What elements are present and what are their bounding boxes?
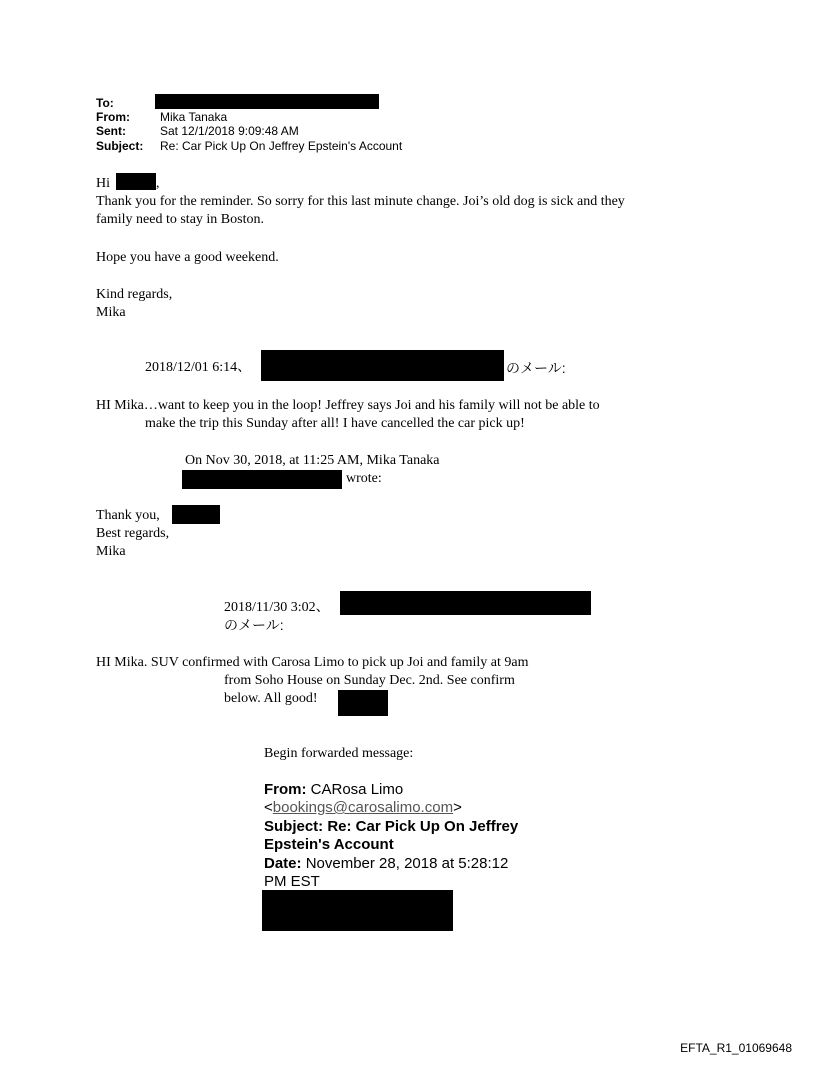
quote-date: 2018/11/30 3:02、: [224, 600, 330, 615]
forward-from-label: From:: [264, 781, 307, 798]
redaction-block: [155, 94, 379, 109]
forward-date-line2: PM EST: [264, 873, 320, 890]
forward-intro: Begin forwarded message:: [264, 746, 414, 761]
from-label: From:: [96, 110, 130, 124]
quote-date: 2018/12/01 6:14、: [145, 360, 252, 375]
email-link[interactable]: bookings@carosalimo.com: [272, 799, 454, 816]
forward-date-value: November 28, 2018 at 5:28:12: [305, 855, 509, 872]
forward-date-label: Date:: [264, 855, 302, 872]
forward-email: [264, 799, 462, 817]
quote-line: HI Mika…want to keep you in the loop! Jeffrey says Joi and his family will not be able to: [96, 398, 600, 413]
forward-from-value: CARosa Limo: [310, 781, 404, 798]
redaction-block: [261, 350, 504, 381]
sent-label: Sent:: [96, 124, 126, 138]
greeting: [96, 175, 110, 193]
quote-wrote: wrote:: [346, 471, 382, 486]
signature: Mika: [96, 305, 126, 320]
redaction-block: [182, 470, 342, 489]
quote-thanks: Thank you,: [96, 508, 160, 523]
redaction-block: [262, 890, 453, 931]
closing: Kind regards,: [96, 287, 173, 302]
reply-line: Hope you have a good weekend.: [96, 250, 279, 265]
redaction-block: [172, 505, 220, 524]
email-open: <: [264, 799, 273, 816]
document-id: EFTA_R1_01069648: [680, 1041, 792, 1055]
redaction-block: [340, 591, 591, 615]
redaction-block: [116, 173, 156, 190]
quote-line: from Soho House on Sunday Dec. 2nd. See confirm: [224, 673, 515, 688]
quote-line: below. All good!: [224, 691, 318, 706]
quote-attribution: On Nov 30, 2018, at 11:25 AM, Mika Tanaka: [185, 453, 440, 468]
forward-date: [264, 855, 508, 873]
from-value: Mika Tanaka: [160, 110, 228, 124]
reply-line: family need to stay in Boston.: [96, 212, 264, 227]
forward-from: [264, 781, 403, 799]
redaction-block: [338, 690, 388, 716]
subject-label: Subject:: [96, 139, 144, 153]
greeting-text: Hi: [96, 176, 110, 191]
reply-line: Thank you for the reminder. So sorry for this last minute change. Joi’s old dog is sick and they: [96, 194, 625, 209]
quote-date-suffix: のメール:: [224, 617, 284, 633]
quote-line: HI Mika. SUV confirmed with Carosa Limo to pick up Joi and family at 9am: [96, 655, 529, 670]
forward-subject: Subject: Re: Car Pick Up On Jeffrey: [264, 818, 519, 835]
forward-subject-line2: Epstein's Account: [264, 836, 394, 853]
quote-line: make the trip this Sunday after all! I have cancelled the car pick up!: [145, 416, 525, 431]
email-close: >: [453, 799, 462, 816]
greeting-suffix: ,: [156, 176, 160, 191]
subject-value: Re: Car Pick Up On Jeffrey Epstein's Account: [160, 139, 403, 153]
to-label: To:: [96, 96, 114, 110]
sent-value: Sat 12/1/2018 9:09:48 AM: [160, 124, 299, 138]
quote-closing: Best regards,: [96, 526, 170, 541]
quote-signature: Mika: [96, 544, 126, 559]
quote-date-suffix: のメール:: [506, 360, 566, 376]
